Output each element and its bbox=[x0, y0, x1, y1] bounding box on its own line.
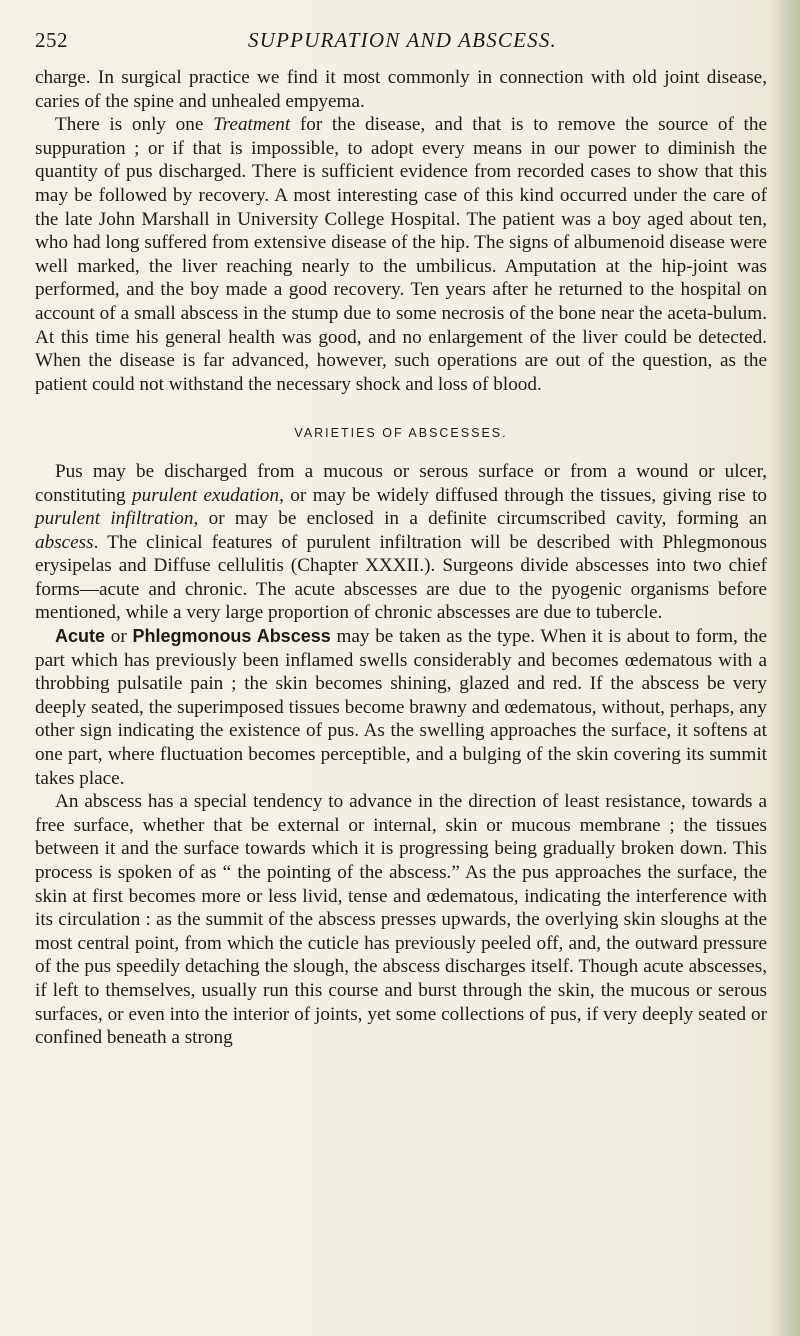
paragraph-varieties bbox=[35, 460, 767, 625]
text-run: An abscess has a special tendency to advance in the direction of least resistance, towards a free surface, whether that be external or internal, skin or mucous membrane ; the tissues between it and the surface towards which it is progressing being gradually broken down. This process is spoken of as “ the pointing of the abscess.” As the pus approaches the surface, the skin at first becomes more or less livid, tense and œdematous, indicating the interference with its circulation : as the summit of the abscess presses upwards, the overlying skin sloughs at the most central point, from which the cuticle has previously peeled off, and, the outward pressure of the pus speedily detaching the slough, the abscess discharges itself. Though acute abscesses, if left to themselves, usually run this course and burst through the skin, the mucous or serous surfaces, or even into the interior of joints, yet some collections of pus, if very deeply seated or confined beneath a strong bbox=[35, 791, 767, 1049]
text-run: Pus may be discharged from a mucous or serous surface or from a wound or ulcer, constituting bbox=[35, 460, 767, 506]
italic-term: abscess bbox=[35, 531, 94, 553]
text-run: , or may be widely diffused through the tissues, giving rise to bbox=[279, 484, 767, 506]
page-number: 252 bbox=[35, 28, 68, 52]
text-run: There is only one bbox=[55, 114, 214, 136]
text-run: may be taken as the type. When it is about to form, the part which has previously been inflamed swells considerably and becomes œdematous with a throbbing pulsatile pain ; the skin becomes shining, glazed and red. If the abscess be very deeply seated, the superimposed tissues become brawny and œdematous, without, perhaps, any other sign indicating the existence of pus. As the swelling approaches the surface, it softens at one part, where fluctuation becomes perceptible, and a bulging of the skin covering its summit takes place. bbox=[35, 626, 768, 789]
page-body bbox=[35, 66, 767, 1050]
paragraph-treatment bbox=[35, 113, 767, 396]
paragraph-continued-text: charge. In surgical practice we find it most commonly in connection with old joint disease, caries of the spine and unhealed empyema. bbox=[35, 67, 767, 112]
paragraph-pointing bbox=[35, 790, 767, 1050]
italic-term: Treatment bbox=[213, 114, 291, 136]
text-run: for the disease, and that is to remove the source of the suppuration ; or if that is impossible, to adopt every means in our power to diminish the quantity of pus discharged. There is sufficient evidence from recorded cases to show that this may be followed by recovery. A most interesting case of this kind occurred under the care of the late John Marshall in University College Hospital. The patient was a boy aged about ten, who had long suffered from extensive disease of the hip. The signs of albumenoid disease were well marked, the liver reaching nearly to the umbilicus. Amputation at the hip-joint was performed, and the boy made a good recovery. Ten years after he returned to the hospital on account of a small abscess in the stump due to some necrosis of the bone near the aceta-bulum. At this time his general health was good, and no enlargement of the liver could be detected. When the disease is far advanced, however, such operations are out of the question, as the patient could not withstand the necessary shock and loss of blood. bbox=[35, 114, 767, 395]
page-header bbox=[35, 28, 770, 58]
italic-term: purulent infiltration bbox=[35, 508, 194, 530]
running-title: SUPPURATION AND ABSCESS. bbox=[248, 28, 557, 52]
text-run: , or may be enclosed in a definite circumscribed cavity, forming an bbox=[193, 508, 767, 530]
text-run: or bbox=[105, 626, 133, 648]
paragraph-acute-abscess bbox=[35, 625, 767, 790]
bold-term: Phlegmonous Abscess bbox=[132, 626, 331, 647]
section-heading: VARIETIES OF ABSCESSES. bbox=[294, 426, 508, 441]
italic-term: purulent exudation bbox=[132, 484, 280, 506]
page-edge-shadow bbox=[778, 0, 800, 1336]
text-run: . The clinical features of purulent infiltration will be described with Phlegmonous erysipelas and Diffuse cellulitis (Chapter XXXII.). Surgeons divide abscesses into two chief forms—acute and chronic. The acute abscesses are due to the pyogenic organisms before mentioned, while a very large proportion of chronic abscesses are due to tubercle. bbox=[35, 531, 767, 624]
bold-term: Acute bbox=[55, 626, 106, 647]
paragraph-continued bbox=[35, 66, 767, 113]
